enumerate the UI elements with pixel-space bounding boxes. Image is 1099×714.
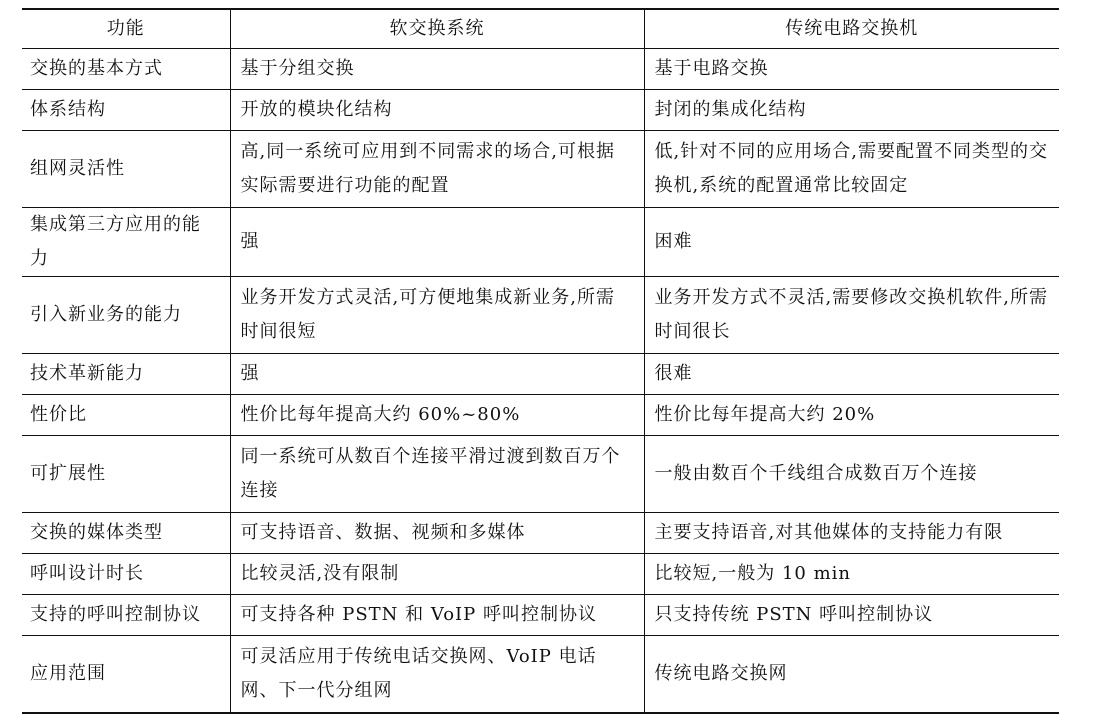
header-feature: 功能 bbox=[22, 9, 230, 49]
table-row bbox=[22, 595, 1059, 636]
circuit-switch-cell: 困难 bbox=[644, 208, 1059, 277]
softswitch-cell: 同一系统可从数百个连接平滑过渡到数百万个连接 bbox=[230, 436, 644, 513]
header-softswitch: 软交换系统 bbox=[230, 9, 644, 49]
table-row bbox=[22, 636, 1059, 714]
table-row bbox=[22, 208, 1059, 277]
circuit-switch-cell: 比较短,一般为 10 min bbox=[644, 554, 1059, 595]
softswitch-cell: 业务开发方式灵活,可方便地集成新业务,所需时间很短 bbox=[230, 277, 644, 354]
softswitch-cell: 可支持各种 PSTN 和 VoIP 呼叫控制协议 bbox=[230, 595, 644, 636]
feature-cell: 交换的基本方式 bbox=[22, 49, 230, 90]
table-row bbox=[22, 90, 1059, 131]
softswitch-cell: 强 bbox=[230, 354, 644, 395]
feature-cell: 可扩展性 bbox=[22, 436, 230, 513]
circuit-switch-cell: 基于电路交换 bbox=[644, 49, 1059, 90]
table-row bbox=[22, 436, 1059, 513]
softswitch-cell: 强 bbox=[230, 208, 644, 277]
header-circuit-switch: 传统电路交换机 bbox=[644, 9, 1059, 49]
feature-cell: 体系结构 bbox=[22, 90, 230, 131]
softswitch-cell: 比较灵活,没有限制 bbox=[230, 554, 644, 595]
table-row bbox=[22, 554, 1059, 595]
softswitch-cell: 高,同一系统可应用到不同需求的场合,可根据实际需要进行功能的配置 bbox=[230, 131, 644, 208]
softswitch-cell: 基于分组交换 bbox=[230, 49, 644, 90]
softswitch-cell: 开放的模块化结构 bbox=[230, 90, 644, 131]
feature-cell: 支持的呼叫控制协议 bbox=[22, 595, 230, 636]
table-row bbox=[22, 131, 1059, 208]
circuit-switch-cell: 业务开发方式不灵活,需要修改交换机软件,所需时间很长 bbox=[644, 277, 1059, 354]
circuit-switch-cell: 封闭的集成化结构 bbox=[644, 90, 1059, 131]
table-row bbox=[22, 513, 1059, 554]
circuit-switch-cell: 性价比每年提高大约 20% bbox=[644, 395, 1059, 436]
header-row bbox=[22, 9, 1059, 49]
feature-cell: 呼叫设计时长 bbox=[22, 554, 230, 595]
feature-cell: 集成第三方应用的能力 bbox=[22, 208, 230, 277]
circuit-switch-cell: 只支持传统 PSTN 呼叫控制协议 bbox=[644, 595, 1059, 636]
softswitch-cell: 可灵活应用于传统电话交换网、VoIP 电话网、下一代分组网 bbox=[230, 636, 644, 714]
feature-cell: 性价比 bbox=[22, 395, 230, 436]
circuit-switch-cell: 传统电路交换网 bbox=[644, 636, 1059, 714]
comparison-table bbox=[22, 8, 1059, 714]
softswitch-cell: 可支持语音、数据、视频和多媒体 bbox=[230, 513, 644, 554]
table-row bbox=[22, 395, 1059, 436]
circuit-switch-cell: 很难 bbox=[644, 354, 1059, 395]
feature-cell: 组网灵活性 bbox=[22, 131, 230, 208]
table-row bbox=[22, 354, 1059, 395]
feature-cell: 应用范围 bbox=[22, 636, 230, 714]
feature-cell: 技术革新能力 bbox=[22, 354, 230, 395]
table-row bbox=[22, 49, 1059, 90]
circuit-switch-cell: 主要支持语音,对其他媒体的支持能力有限 bbox=[644, 513, 1059, 554]
circuit-switch-cell: 一般由数百个千线组合成数百万个连接 bbox=[644, 436, 1059, 513]
feature-cell: 交换的媒体类型 bbox=[22, 513, 230, 554]
circuit-switch-cell: 低,针对不同的应用场合,需要配置不同类型的交换机,系统的配置通常比较固定 bbox=[644, 131, 1059, 208]
feature-cell: 引入新业务的能力 bbox=[22, 277, 230, 354]
softswitch-cell: 性价比每年提高大约 60%~80% bbox=[230, 395, 644, 436]
table-row bbox=[22, 277, 1059, 354]
